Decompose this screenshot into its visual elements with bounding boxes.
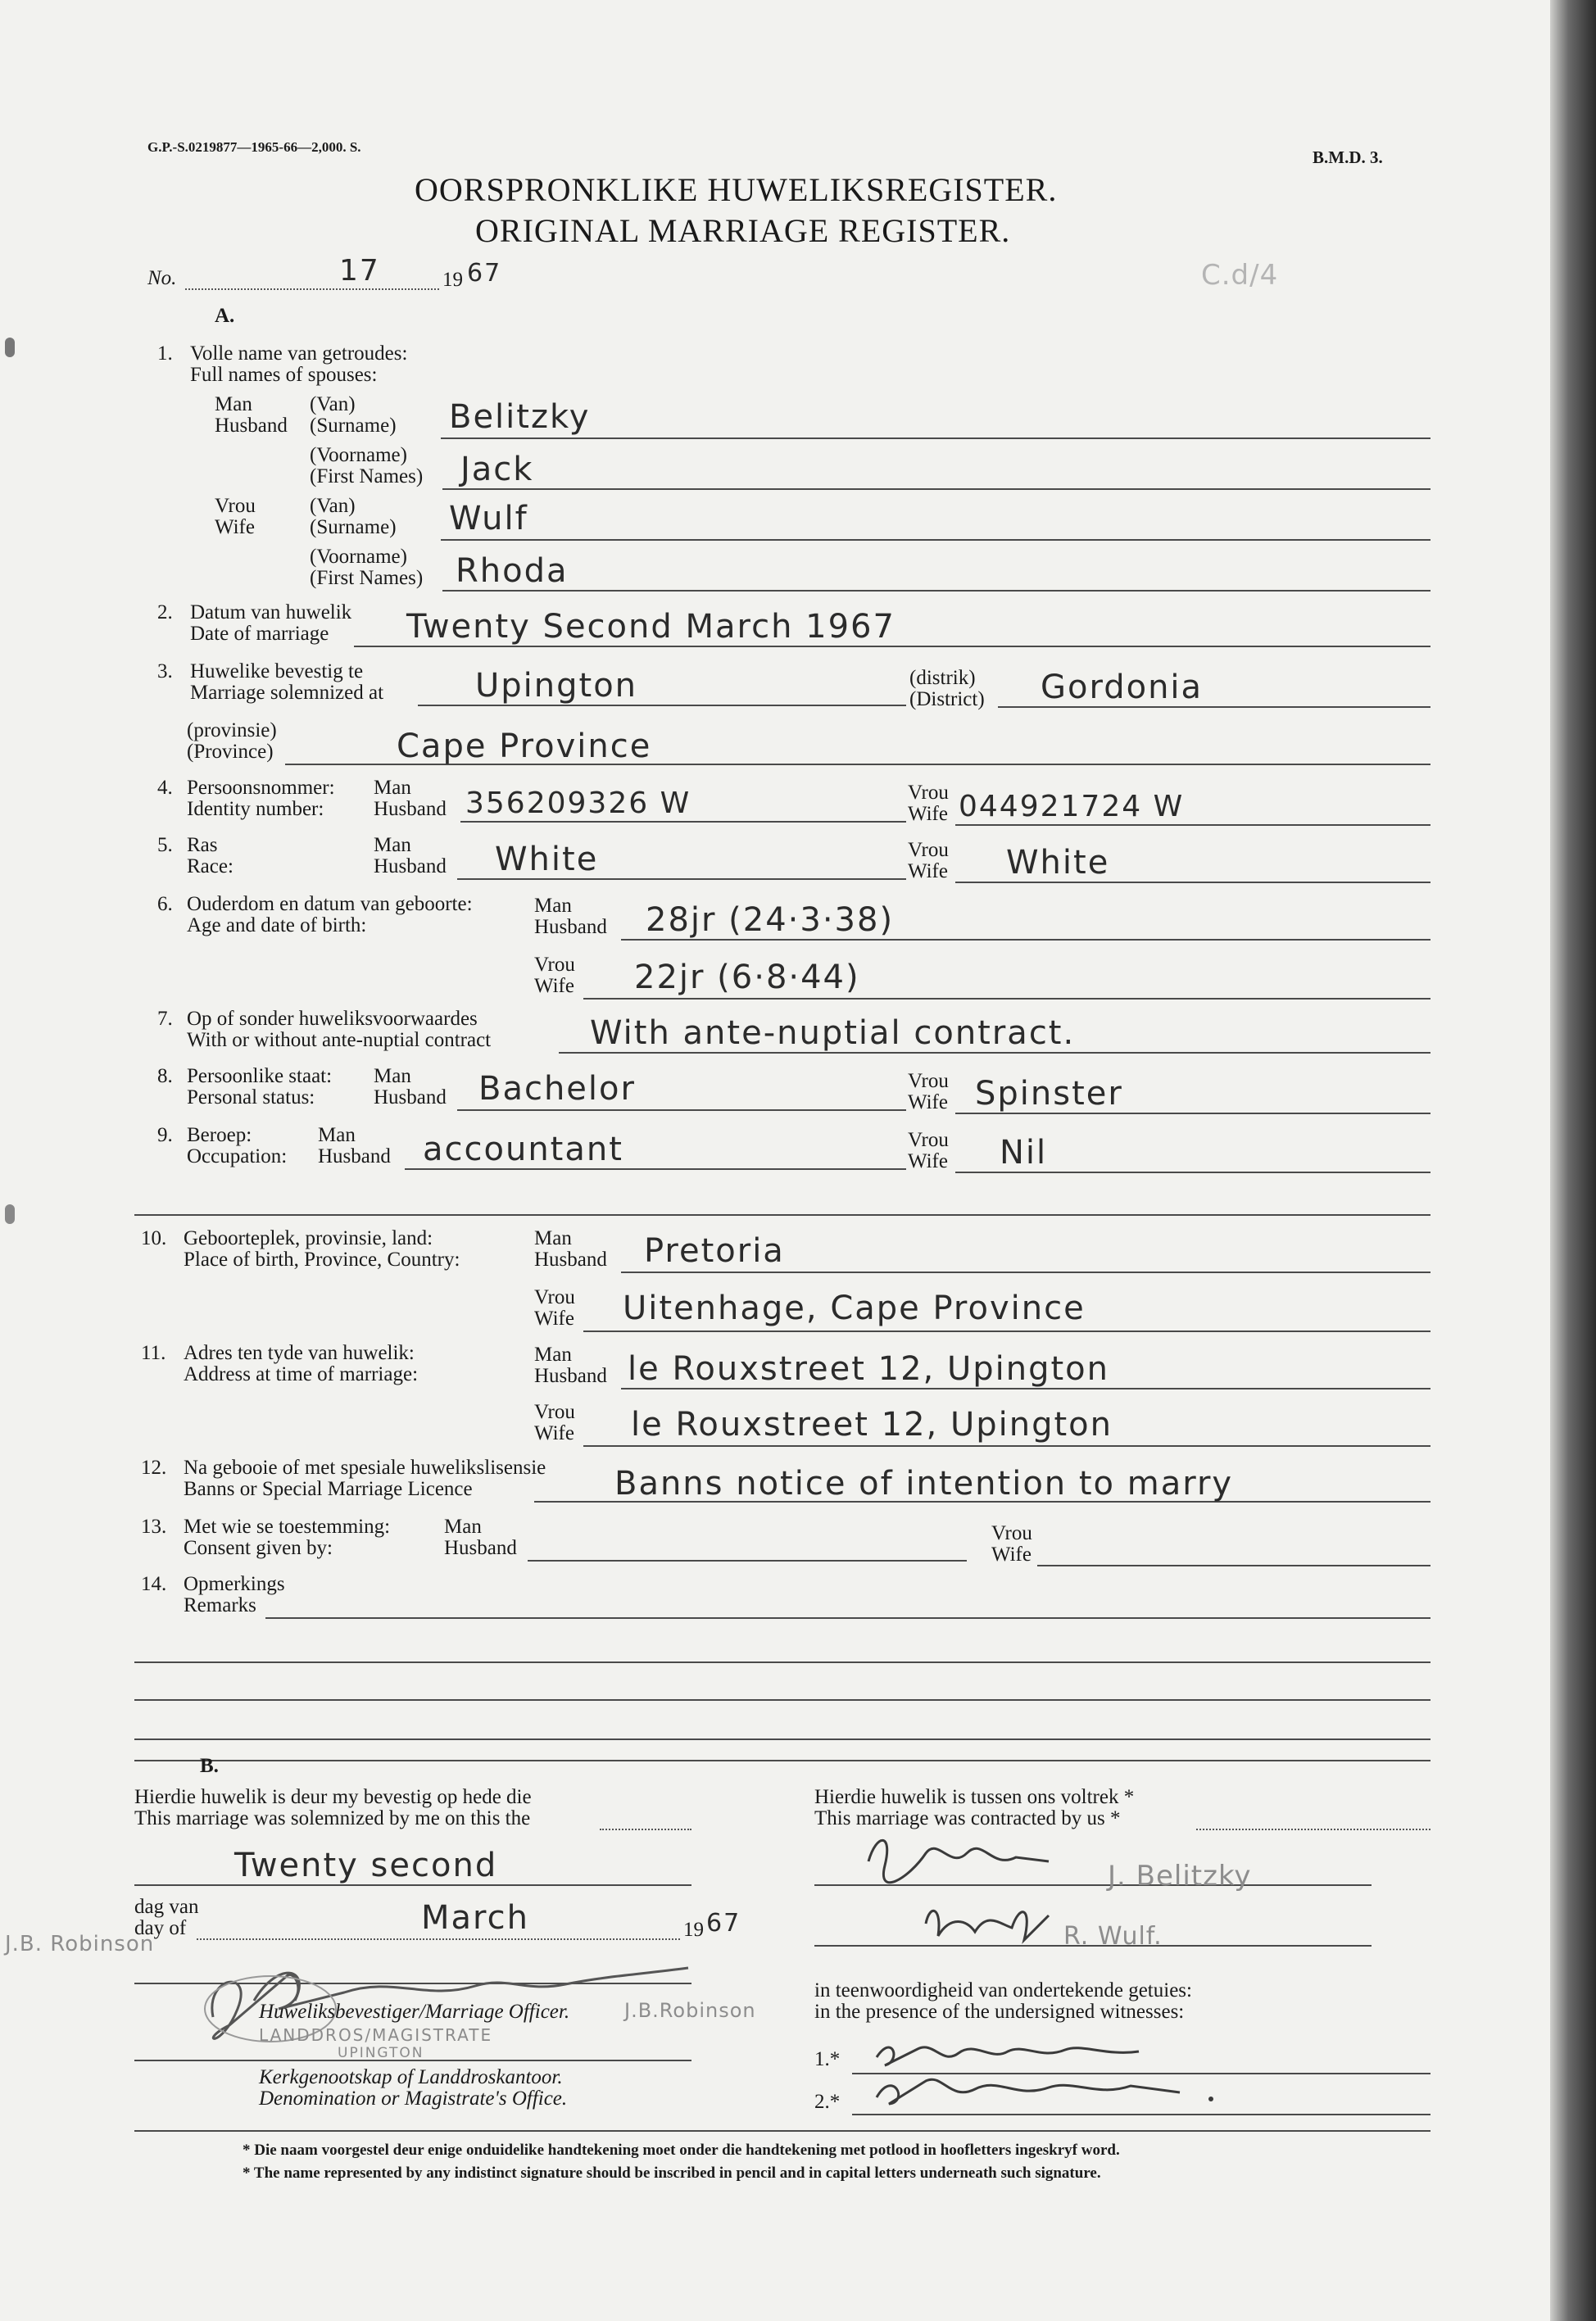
footnote-af: * Die naam voorgestel deur enige onduidelike handtekening moet onder die handtekening met potlood in hoofletters ingeskryf word.	[243, 2142, 1120, 2159]
year-prefix: 19	[442, 269, 463, 291]
q2-number: 2.	[157, 601, 173, 623]
q11-label-en: Address at time of marriage:	[184, 1363, 419, 1385]
place-line	[418, 705, 906, 706]
q9-man-label: Man	[318, 1124, 356, 1146]
wife-status: Spinster	[975, 1075, 1123, 1113]
wife-first-names: Rhoda	[456, 552, 569, 590]
remarks-line-1	[265, 1617, 1431, 1619]
q1-first-names-label: (First Names)	[310, 465, 424, 487]
q6-label-en: Age and date of birth:	[187, 914, 367, 936]
q8-man-label: Man	[374, 1065, 411, 1087]
q7-number: 7.	[157, 1008, 173, 1030]
pencil-name-officer: J.B.Robinson	[624, 1999, 756, 2022]
q8-husband-label: Husband	[374, 1086, 447, 1108]
contract-line	[559, 1052, 1431, 1054]
q1-vrou-label: Vrou	[215, 495, 256, 517]
q5-man-label: Man	[374, 834, 411, 856]
husband-first-line	[442, 488, 1431, 490]
husband-status: Bachelor	[478, 1070, 636, 1108]
remarks-line-5	[134, 1760, 1431, 1761]
husband-age-birth: 28jr (24·3·38)	[646, 901, 895, 939]
husband-occupation: accountant	[423, 1131, 623, 1168]
pencil-name-left: J.B. Robinson	[5, 1932, 155, 1956]
day-of-label: day of	[134, 1917, 187, 1939]
q4-man-label: Man	[374, 777, 411, 799]
q12-number: 12.	[141, 1457, 167, 1479]
q6-vrou-label: Vrou	[534, 954, 575, 976]
wife-signature	[918, 1899, 1057, 1948]
pencil-husband-name: J. Belitzky	[1108, 1860, 1252, 1893]
title-afrikaans: OORSPRONKLIKE HUWELIKSREGISTER.	[415, 171, 1058, 208]
q13-label-en: Consent given by:	[184, 1537, 333, 1559]
q10-wife-label: Wife	[534, 1308, 574, 1330]
husband-first-names: Jack	[460, 451, 534, 488]
q5-husband-label: Husband	[374, 855, 447, 877]
witnesses-label-en: in the presence of the undersigned witnesses:	[814, 2001, 1185, 2023]
q13-vrou-label: Vrou	[991, 1522, 1032, 1544]
husband-race-line	[457, 878, 906, 880]
q12-label-af: Na gebooie of met spesiale huwelikslisensie	[184, 1457, 546, 1479]
solemnized-label-af: Hierdie huwelik is deur my bevestig op hede die	[134, 1786, 532, 1808]
husband-occupation-line	[405, 1168, 906, 1170]
q1-voorname-label-wife: (Voorname)	[310, 546, 407, 568]
q11-label-af: Adres ten tyde van huwelik:	[184, 1342, 415, 1364]
contracted-label-en: This marriage was contracted by us *	[814, 1807, 1121, 1829]
q4-husband-label: Husband	[374, 798, 447, 820]
wife-occupation: Nil	[1000, 1134, 1048, 1172]
solemnized-dotted-line	[600, 1829, 691, 1830]
q4-label-af: Persoonsnommer:	[187, 777, 335, 799]
ante-nuptial-contract: With ante-nuptial contract.	[590, 1014, 1076, 1052]
q4-wife-label: Wife	[908, 803, 948, 825]
husband-surname-line	[441, 437, 1431, 439]
contracted-label-af: Hierdie huwelik is tussen ons voltrek *	[814, 1786, 1135, 1808]
q4-number: 4.	[157, 777, 173, 799]
consent-wife-line	[1037, 1565, 1431, 1566]
q11-vrou-label: Vrou	[534, 1401, 575, 1423]
corner-pencil-note: C.d/4	[1201, 259, 1279, 292]
wife-address-line	[583, 1445, 1431, 1447]
q9-husband-label: Husband	[318, 1145, 391, 1167]
q4-vrou-label: Vrou	[908, 782, 949, 804]
q13-man-label: Man	[444, 1516, 482, 1538]
solemnized-year: 67	[706, 1909, 741, 1938]
q1-van-label-wife: (Van)	[310, 495, 356, 517]
wife-first-line	[442, 590, 1431, 592]
q10-man-label: Man	[534, 1227, 572, 1249]
q1-wife-label: Wife	[215, 516, 255, 538]
husband-race: White	[495, 841, 599, 878]
wife-occupation-line	[955, 1172, 1431, 1173]
witness-2-number: 2.*	[814, 2091, 841, 2113]
q8-vrou-label: Vrou	[908, 1070, 949, 1092]
wife-race-line	[955, 882, 1431, 883]
denomination-label-en: Denomination or Magistrate's Office.	[259, 2088, 568, 2110]
witness-2-line	[852, 2114, 1431, 2115]
stamp-upington: UPINGTON	[338, 2045, 424, 2061]
q14-label-af: Opmerkings	[184, 1573, 285, 1595]
q6-number: 6.	[157, 893, 173, 915]
husband-status-line	[457, 1109, 906, 1111]
q1-first-names-label-wife: (First Names)	[310, 567, 424, 589]
q11-number: 11.	[141, 1342, 166, 1364]
q2-label-af: Datum van huwelik	[190, 601, 352, 623]
q14-number: 14.	[141, 1573, 167, 1595]
form-code: B.M.D. 3.	[1313, 147, 1383, 167]
husband-signature-line	[814, 1884, 1372, 1886]
wife-status-line	[955, 1113, 1431, 1114]
title-english: ORIGINAL MARRIAGE REGISTER.	[475, 212, 1011, 249]
q3-number: 3.	[157, 660, 173, 682]
q3-provinsie-label: (provinsie)	[187, 719, 277, 741]
pencil-wife-name: R. Wulf.	[1063, 1922, 1163, 1951]
q10-vrou-label: Vrou	[534, 1286, 575, 1308]
q1-surname-label-wife: (Surname)	[310, 516, 397, 538]
register-number: 17	[339, 254, 380, 288]
q1-husband-label: Husband	[215, 415, 288, 437]
husband-surname: Belitzky	[449, 398, 591, 436]
district-line	[998, 706, 1431, 708]
q5-label-af: Ras	[187, 834, 218, 856]
wife-surname-line	[441, 539, 1431, 541]
q7-label-af: Op of sonder huweliksvoorwaardes	[187, 1008, 478, 1030]
wife-age-line	[583, 998, 1431, 1000]
contracted-dotted-line	[1196, 1829, 1431, 1830]
solemnized-month: March	[421, 1899, 529, 1937]
witness-2-signature	[868, 2065, 1221, 2114]
section-b-label: B.	[200, 1755, 219, 1777]
q13-wife-label: Wife	[991, 1544, 1032, 1566]
marriage-officer-label: Huweliksbevestiger/Marriage Officer.	[259, 2001, 570, 2023]
q6-wife-label: Wife	[534, 975, 574, 997]
husband-address: le Rouxstreet 12, Upington	[628, 1350, 1109, 1388]
q1-number: 1.	[157, 342, 173, 365]
remarks-line-4	[134, 1738, 1431, 1740]
husband-id-line	[460, 821, 906, 823]
q8-label-af: Persoonlike staat:	[187, 1065, 333, 1087]
q5-number: 5.	[157, 834, 173, 856]
dag-van-label: dag van	[134, 1896, 199, 1918]
marriage-province: Cape Province	[397, 728, 652, 765]
q2-label-en: Date of marriage	[190, 623, 329, 645]
q1-surname-label: (Surname)	[310, 415, 397, 437]
q13-husband-label: Husband	[444, 1537, 517, 1559]
witness-1-number: 1.*	[814, 2048, 841, 2070]
husband-address-line	[621, 1388, 1431, 1389]
q14-label-en: Remarks	[184, 1594, 256, 1616]
q10-label-en: Place of birth, Province, Country:	[184, 1249, 460, 1271]
q3-label-en: Marriage solemnized at	[190, 682, 384, 704]
q11-husband-label: Husband	[534, 1365, 607, 1387]
q3-label-af: Huwelike bevestig te	[190, 660, 364, 682]
husband-signature	[860, 1829, 1057, 1886]
q13-label-af: Met wie se toestemming:	[184, 1516, 391, 1538]
solemnized-label-en: This marriage was solemnized by me on this the	[134, 1807, 531, 1829]
q5-label-en: Race:	[187, 855, 234, 877]
q5-wife-label: Wife	[908, 860, 948, 882]
q1-label-en: Full names of spouses:	[190, 364, 378, 386]
month-dotted-line	[197, 1938, 680, 1940]
wife-address: le Rouxstreet 12, Upington	[631, 1406, 1113, 1444]
q8-number: 8.	[157, 1065, 173, 1087]
husband-birthplace: Pretoria	[644, 1232, 785, 1270]
witnesses-label-af: in teenwoordigheid van ondertekende getuies:	[814, 1979, 1192, 2001]
consent-husband-line	[528, 1560, 967, 1562]
wife-surname: Wulf	[449, 500, 528, 537]
wife-id-line	[955, 824, 1431, 826]
number-label: No.	[147, 267, 177, 289]
q4-label-en: Identity number:	[187, 798, 324, 820]
register-year: 67	[467, 259, 502, 288]
q10-husband-label: Husband	[534, 1249, 607, 1271]
q11-wife-label: Wife	[534, 1422, 574, 1444]
date-of-marriage-line	[354, 646, 1431, 647]
q1-van-label: (Van)	[310, 393, 356, 415]
wife-id-number: 044921724 W	[959, 790, 1185, 823]
denomination-label-af: Kerkgenootskap of Landdroskantoor.	[259, 2066, 563, 2088]
q10-label-af: Geboorteplek, provinsie, land:	[184, 1227, 433, 1249]
day-line	[134, 1884, 691, 1886]
q12-label-en: Banns or Special Marriage Licence	[184, 1478, 473, 1500]
banns-or-licence: Banns notice of intention to marry	[614, 1465, 1234, 1503]
solemnized-day: Twenty second	[234, 1847, 498, 1884]
q3-district-label: (District)	[909, 688, 985, 710]
q7-label-en: With or without ante-nuptial contract	[187, 1029, 492, 1051]
wife-race: White	[1006, 844, 1110, 882]
q6-man-label: Man	[534, 895, 572, 917]
q5-vrou-label: Vrou	[908, 839, 949, 861]
q3-province-label: (Province)	[187, 741, 274, 763]
q9-label-af: Beroep:	[187, 1124, 252, 1146]
marriage-place: Upington	[475, 667, 638, 705]
q1-voorname-label: (Voorname)	[310, 444, 407, 466]
marriage-district: Gordonia	[1041, 669, 1204, 706]
q6-label-af: Ouderdom en datum van geboorte:	[187, 893, 473, 915]
q9-number: 9.	[157, 1124, 173, 1146]
remarks-line-2	[134, 1661, 1431, 1663]
binding-hole-mark	[5, 1204, 15, 1224]
section-a-label: A.	[215, 305, 235, 327]
q11-man-label: Man	[534, 1344, 572, 1366]
solemnized-year-prefix: 19	[683, 1919, 704, 1941]
q8-label-en: Personal status:	[187, 1086, 315, 1108]
q9-vrou-label: Vrou	[908, 1129, 949, 1151]
stamp-magistrate: LANDDROS/MAGISTRATE	[259, 2025, 493, 2045]
q6-husband-label: Husband	[534, 916, 607, 938]
footnote-rule	[134, 2130, 1431, 2132]
q8-wife-label: Wife	[908, 1091, 948, 1113]
wife-birthplace: Uitenhage, Cape Province	[623, 1290, 1086, 1327]
wife-age-birth: 22jr (6·8·44)	[634, 959, 860, 996]
husband-id-number: 356209326 W	[465, 787, 691, 820]
q9-label-en: Occupation:	[187, 1145, 288, 1167]
q3-distrik-label: (distrik)	[909, 667, 976, 689]
q10-number: 10.	[141, 1227, 167, 1249]
husband-birthplace-line	[621, 1272, 1431, 1273]
date-of-marriage: Twenty Second March 1967	[406, 608, 895, 646]
occupation-extra-line	[134, 1214, 1431, 1216]
denomination-line	[134, 2060, 691, 2061]
number-line	[185, 288, 439, 290]
wife-birthplace-line	[583, 1330, 1431, 1332]
footnote-en: * The name represented by any indistinct signature should be inscribed in pencil and in capital letters underneath such signature.	[243, 2165, 1101, 2182]
q13-number: 13.	[141, 1516, 167, 1538]
print-reference: G.P.-S.0219877—1965-66—2,000. S.	[147, 139, 361, 155]
husband-age-line	[621, 939, 1431, 941]
remarks-line-3	[134, 1699, 1431, 1701]
page-edge	[1550, 0, 1596, 2321]
binding-hole-mark	[5, 338, 15, 357]
q9-wife-label: Wife	[908, 1150, 948, 1172]
q1-label-af: Volle name van getroudes:	[190, 342, 408, 365]
q1-man-label: Man	[215, 393, 252, 415]
